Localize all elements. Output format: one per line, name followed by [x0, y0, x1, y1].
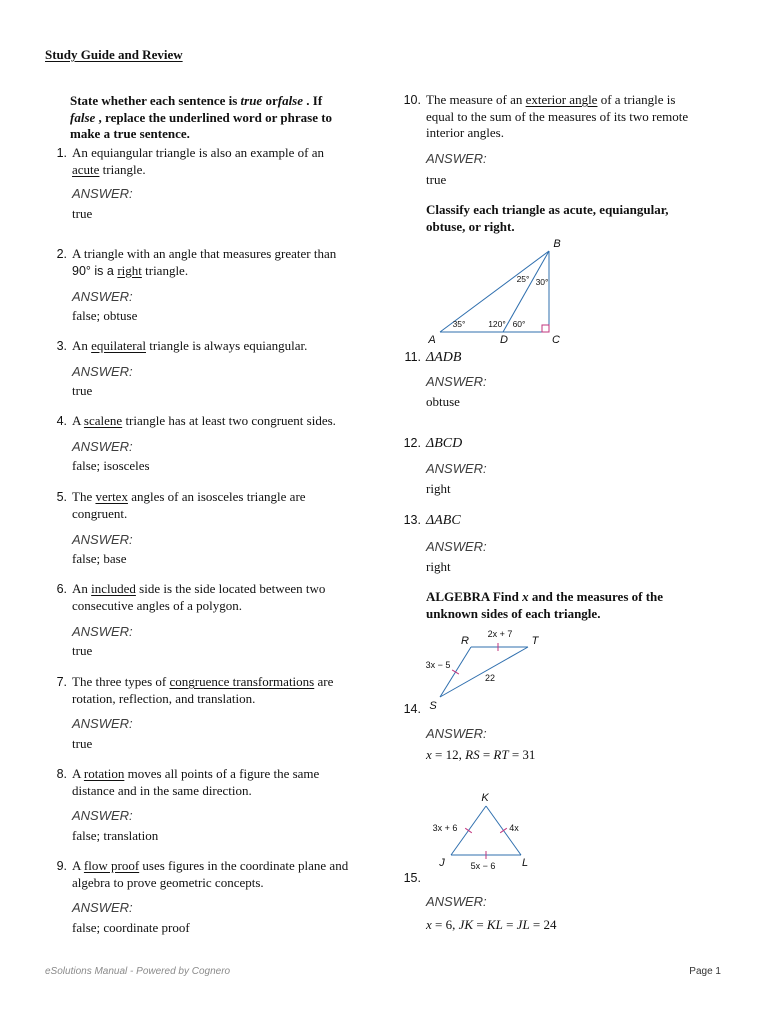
page-title: Study Guide and Review — [45, 47, 183, 62]
answer-text: false; base — [72, 551, 127, 566]
segment-bd — [503, 251, 549, 332]
underlined-term: vertex — [95, 489, 128, 504]
answer-label: ANSWER: — [72, 716, 133, 731]
instructions-text: , replace the underlined word or phrase to — [95, 109, 333, 125]
heading-variable: x — [522, 589, 529, 604]
question-number: 9. — [56, 859, 67, 873]
question-number: 15. — [403, 871, 421, 885]
answer-variable: RS — [465, 747, 480, 762]
side-label-rt: 2x + 7 — [487, 629, 513, 639]
question-number: 4. — [56, 414, 67, 428]
angle-label-bdc: 60° — [512, 319, 526, 329]
question-text: are — [314, 674, 334, 689]
question-3 — [56, 338, 308, 355]
question-6 — [56, 581, 326, 614]
answer-variable: JK — [458, 917, 474, 932]
question-7 — [56, 674, 334, 707]
question-number: 11. — [404, 350, 421, 364]
answer-text — [426, 747, 535, 764]
answer-label: ANSWER: — [426, 374, 487, 389]
question-text: of a triangle is — [597, 92, 676, 107]
answer-label: ANSWER: — [72, 532, 133, 547]
question-5 — [56, 489, 306, 522]
answer-label: ANSWER: — [72, 364, 133, 379]
answer-variable: x — [426, 747, 432, 762]
question-text: A — [72, 858, 84, 873]
question-number: 8. — [56, 767, 67, 781]
side-label-st: 22 — [484, 673, 496, 683]
question-text: interior angles. — [426, 125, 504, 140]
question-number: 3. — [56, 339, 67, 353]
answer-part: = 24 — [529, 917, 557, 932]
classify-heading — [426, 202, 669, 235]
question-text: An — [72, 581, 92, 596]
answer-label: ANSWER: — [72, 900, 133, 915]
underlined-term: rotation — [83, 766, 125, 781]
answer-text — [426, 917, 557, 934]
underlined-term: acute — [72, 161, 100, 177]
question-text: An — [72, 338, 92, 353]
answer-part: = 12, — [431, 747, 466, 762]
question-text: A — [72, 766, 84, 781]
heading-text: ALGEBRA Find — [426, 589, 523, 604]
question-13 — [403, 512, 461, 530]
vertex-label-t: T — [531, 635, 539, 647]
answer-label: ANSWER: — [426, 461, 487, 476]
instructions-text: State whether each sentence is — [70, 93, 241, 108]
vertex-label-k: K — [481, 792, 489, 804]
question-text: angles of an isosceles triangle are — [127, 489, 306, 504]
answer-text: true — [72, 383, 93, 398]
underlined-term: equilateral — [91, 338, 146, 353]
answer-part: = — [502, 917, 517, 932]
question-text: side is the side located between two — [135, 581, 326, 596]
triangle-name: ΔABC — [426, 513, 461, 528]
question-number: 13. — [403, 513, 421, 527]
answer-label: ANSWER: — [426, 151, 487, 166]
answer-text: false; translation — [72, 828, 159, 843]
question-number: 6. — [56, 582, 67, 596]
question-text: The measure of an — [426, 92, 526, 107]
congruence-tick-kl — [500, 828, 507, 833]
question-number: 7. — [56, 675, 67, 689]
instructions-emphasis: true — [240, 93, 263, 108]
question-text: triangle. — [99, 161, 146, 177]
answer-variable: x — [426, 917, 432, 932]
instructions-emphasis: false — [277, 93, 304, 108]
question-text: uses figures in the coordinate plane and — [139, 858, 349, 873]
question-2 — [56, 246, 337, 279]
vertex-label-b: B — [553, 238, 561, 250]
triangle-jkl-figure — [420, 785, 540, 877]
underlined-term: scalene — [83, 413, 123, 428]
question-text: congruent. — [72, 505, 128, 521]
underlined-term: congruence transformations — [169, 674, 315, 689]
footer-source: eSolutions Manual - Powered by Cognero — [45, 966, 231, 977]
question-4 — [56, 413, 336, 430]
question-text: triangle. — [141, 262, 189, 278]
heading-text: Classify each triangle as acute, equiangular, — [426, 202, 669, 217]
instructions-emphasis: false — [70, 109, 96, 125]
vertex-label-r: R — [461, 635, 469, 647]
question-number: 1. — [56, 146, 67, 160]
question-text: 90° is a — [72, 263, 118, 278]
answer-label: ANSWER: — [426, 539, 487, 554]
underlined-term: included — [91, 581, 136, 596]
question-10 — [403, 92, 689, 142]
answer-label: ANSWER: — [72, 186, 133, 201]
question-text: distance and in the same direction. — [72, 782, 252, 798]
angle-label-adb: 120° — [488, 319, 506, 329]
question-8 — [56, 766, 320, 799]
vertex-label-s: S — [429, 700, 437, 712]
side-label-kl: 4x — [509, 823, 519, 833]
answer-text: false; obtuse — [72, 308, 138, 323]
answer-text: true — [72, 206, 93, 221]
question-11 — [404, 349, 462, 367]
question-9 — [56, 858, 349, 891]
answer-label: ANSWER: — [72, 289, 133, 304]
answer-variable: KL — [486, 917, 503, 932]
instructions-text: make a true sentence. — [70, 126, 190, 141]
heading-text: obtuse, or right. — [426, 218, 515, 234]
vertex-label-a: A — [428, 334, 436, 346]
answer-label: ANSWER: — [426, 894, 487, 909]
algebra-heading — [426, 589, 663, 622]
answer-label: ANSWER: — [72, 624, 133, 639]
vertex-label-j: J — [439, 857, 445, 869]
instructions-text: or — [262, 93, 278, 108]
question-number: 5. — [56, 490, 67, 504]
underlined-term: flow proof — [83, 858, 140, 873]
vertex-label-c: C — [552, 334, 560, 346]
page-number: Page 1 — [689, 966, 721, 977]
answer-label: ANSWER: — [426, 726, 487, 741]
answer-text: right — [426, 481, 451, 496]
answer-variable: JL — [516, 917, 530, 932]
question-text: triangle is always equiangular. — [146, 338, 308, 353]
congruence-tick-rs — [452, 670, 459, 674]
answer-text: right — [426, 559, 451, 574]
answer-text: true — [72, 736, 93, 751]
question-text: algebra to prove geometric concepts. — [72, 874, 264, 890]
angle-label-abd: 25° — [516, 274, 530, 284]
side-label-jk: 3x + 6 — [432, 823, 458, 833]
angle-label-dbc: 30° — [535, 277, 549, 287]
right-angle-marker — [542, 325, 549, 332]
vertex-label-l: L — [521, 857, 529, 869]
question-number: 14. — [403, 702, 421, 716]
question-text: A triangle with an angle that measures greater than — [72, 246, 337, 261]
answer-text: false; coordinate proof — [72, 920, 190, 935]
answer-part: = — [473, 917, 487, 932]
question-text: equal to the sum of the measures of its two remote — [426, 108, 689, 124]
question-number: 12. — [403, 436, 421, 450]
question-12 — [403, 435, 463, 453]
triangle-abc-figure — [420, 232, 580, 352]
answer-text: true — [72, 643, 93, 658]
question-text: triangle has at least two congruent sides. — [122, 413, 336, 428]
answer-variable: RT — [493, 747, 509, 762]
side-st — [440, 647, 528, 697]
instructions-text: . If — [303, 93, 323, 108]
question-text: rotation, reflection, and translation. — [72, 690, 256, 706]
triangle-rst-figure — [420, 625, 550, 717]
congruence-tick-jk — [465, 828, 472, 833]
answer-label: ANSWER: — [72, 439, 133, 454]
triangle-name: ΔADB — [426, 350, 462, 365]
question-text: moves all points of a figure the same — [124, 766, 320, 781]
answer-text: obtuse — [426, 394, 460, 409]
question-text: A — [72, 413, 84, 428]
triangle-name: ΔBCD — [426, 436, 463, 451]
answer-text: false; isosceles — [72, 458, 150, 473]
underlined-term: right — [117, 262, 142, 278]
answer-part: = 31 — [508, 747, 536, 762]
side-label-jl: 5x − 6 — [470, 861, 496, 871]
answer-text: true — [426, 172, 447, 187]
question-text: An equiangular triangle is also an example of an — [72, 145, 324, 160]
question-number: 10. — [403, 93, 421, 107]
question-number: 2. — [56, 247, 67, 261]
angle-label-bad: 35° — [452, 319, 466, 329]
question-text: The — [72, 489, 96, 504]
answer-label: ANSWER: — [72, 808, 133, 823]
heading-text: unknown sides of each triangle. — [426, 605, 601, 621]
side-label-rs: 3x − 5 — [425, 660, 451, 670]
answer-part: = 6, — [431, 917, 459, 932]
question-1 — [56, 145, 324, 178]
heading-text: and the measures of the — [528, 589, 664, 604]
vertex-label-d: D — [500, 334, 508, 346]
answer-part: = — [479, 747, 494, 762]
instructions — [70, 93, 332, 143]
question-text: consecutive angles of a polygon. — [72, 597, 243, 613]
question-text: The three types of — [72, 674, 170, 689]
underlined-term: exterior angle — [525, 92, 598, 107]
